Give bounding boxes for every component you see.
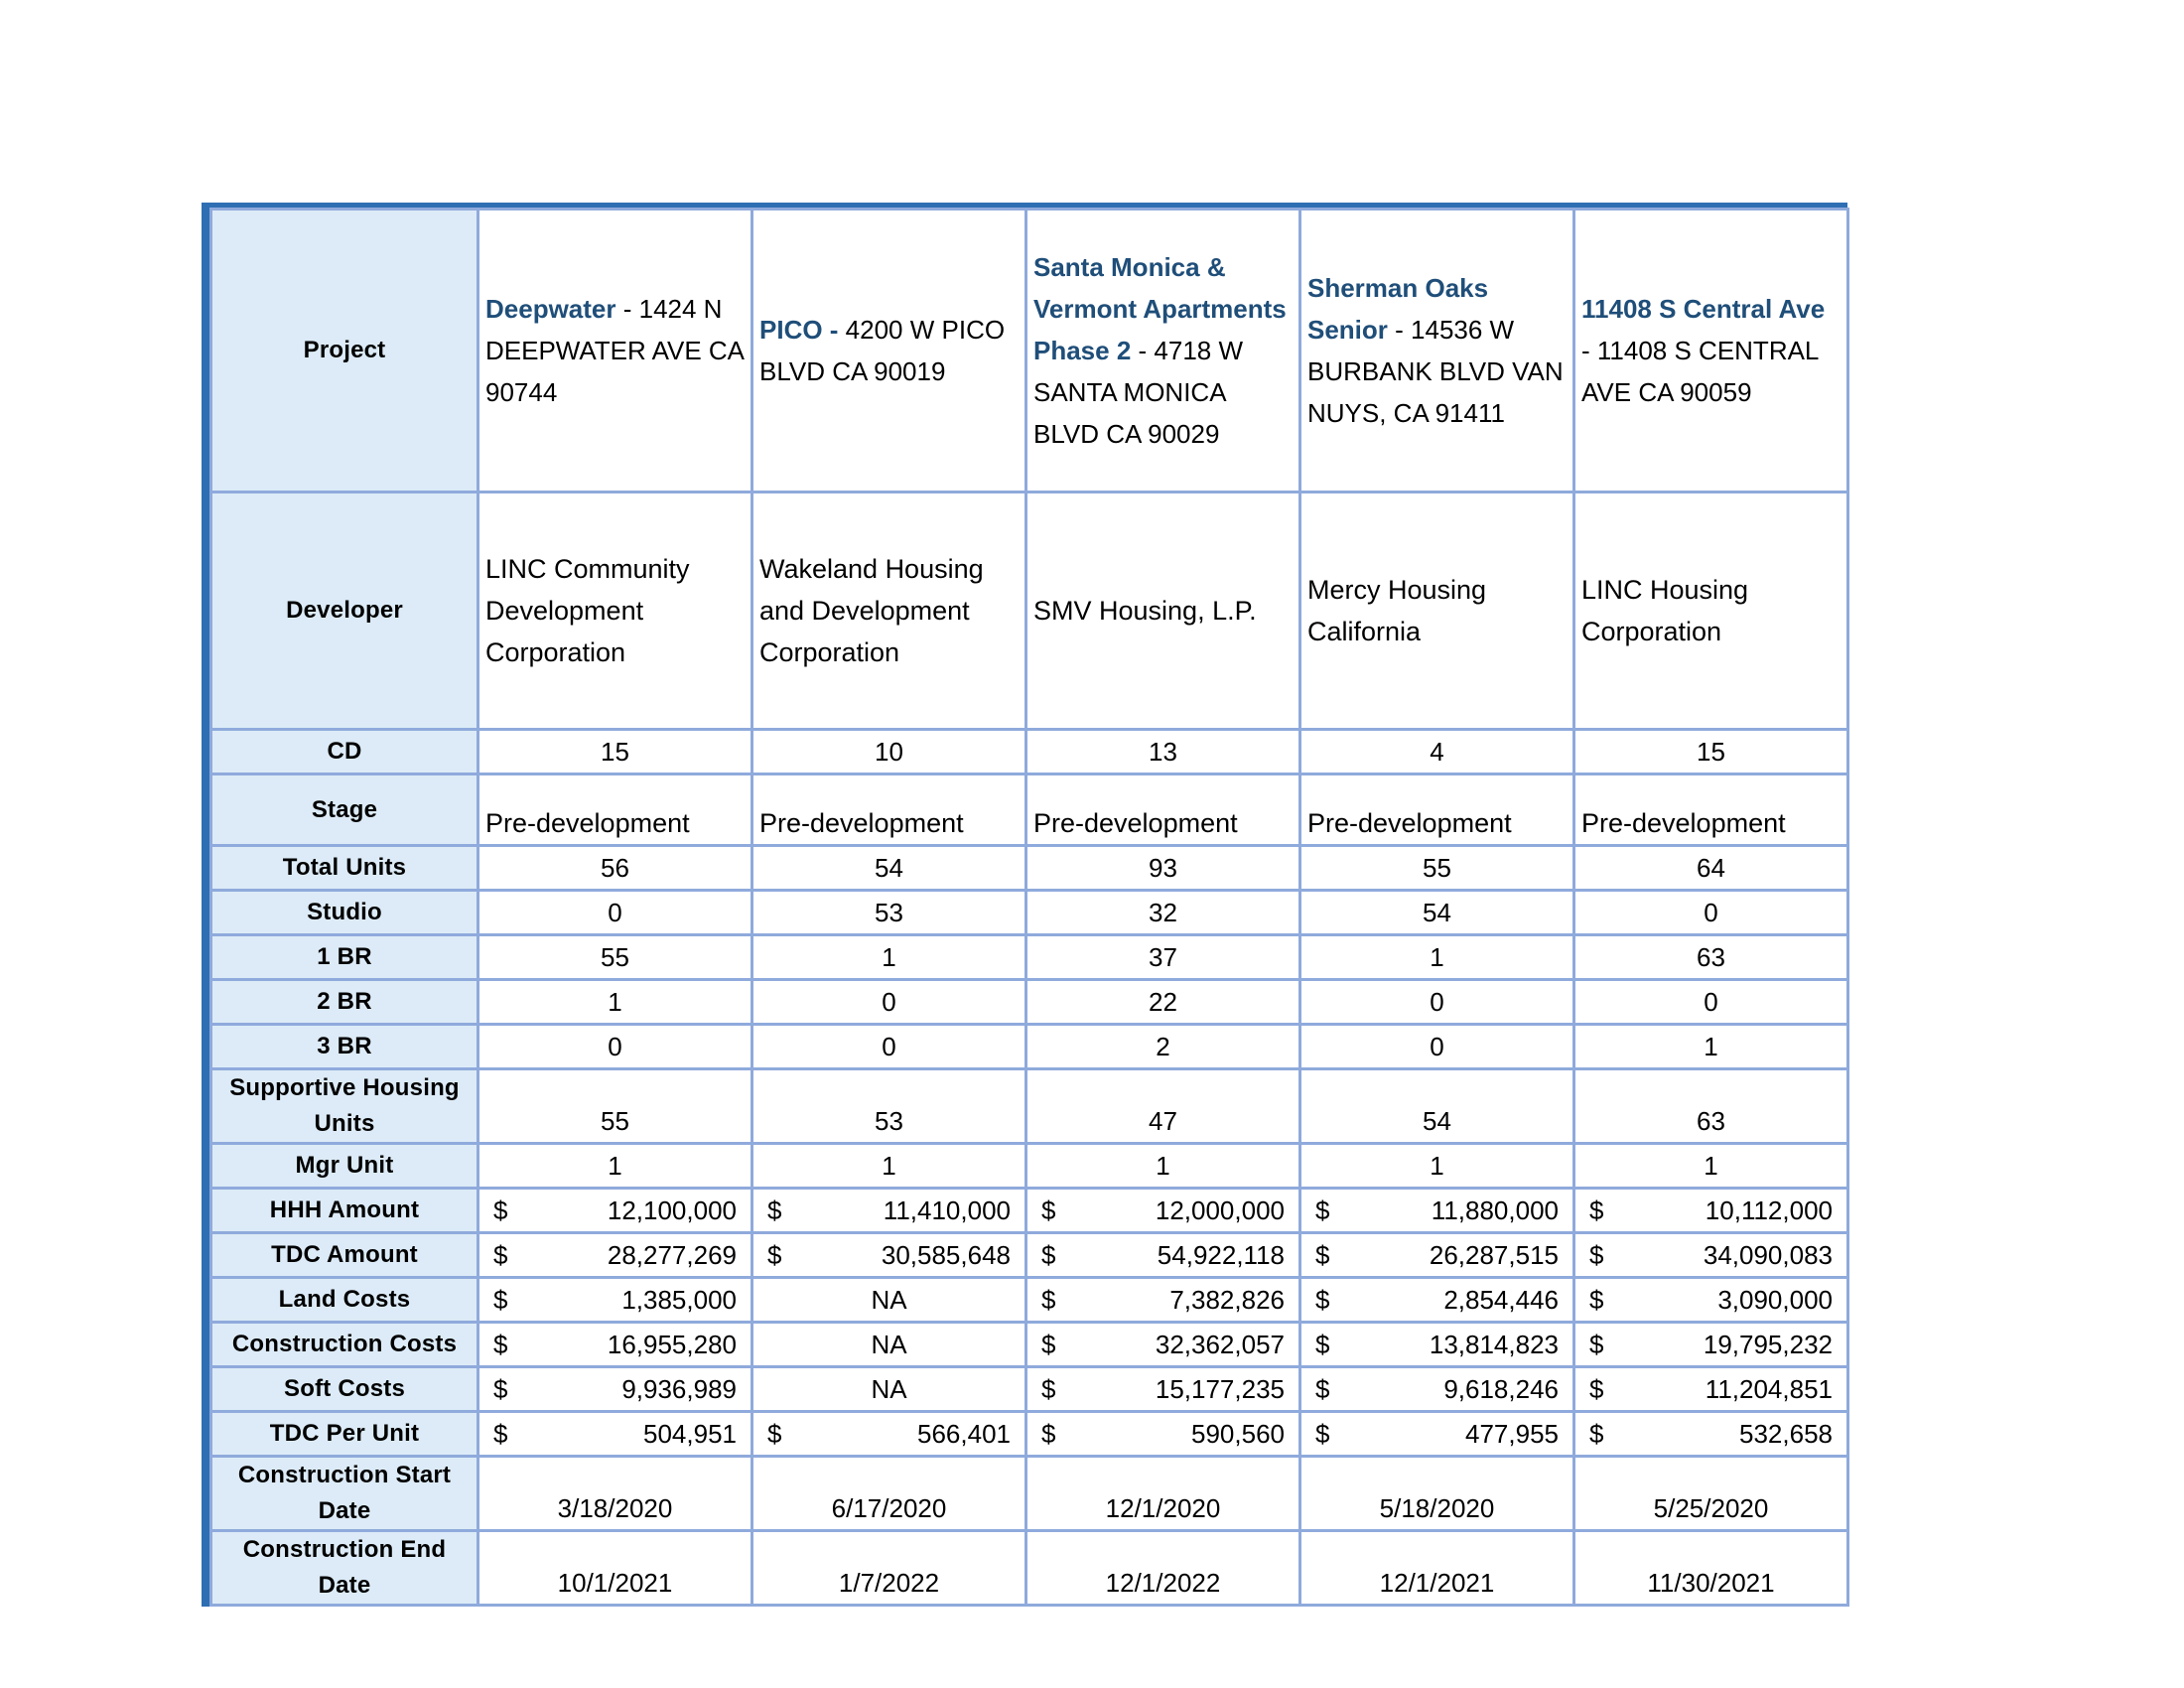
soft-cell	[1300, 1367, 1574, 1412]
row-label-project: Project	[211, 210, 478, 492]
table-row-land	[211, 1278, 1848, 1323]
amount-value: 30,585,648	[881, 1240, 1011, 1270]
table-row-end-date	[211, 1531, 1848, 1606]
mgr-cell: 1	[478, 1144, 752, 1189]
currency-symbol: $	[1589, 1285, 1604, 1315]
amount-value: 13,814,823	[1429, 1330, 1559, 1359]
land-cell	[1300, 1278, 1574, 1323]
land-cell	[1574, 1278, 1848, 1323]
construction-cell	[478, 1323, 752, 1367]
project-cell	[1300, 210, 1574, 492]
total-units-cell: 64	[1574, 846, 1848, 891]
br2-cell: 0	[1574, 980, 1848, 1025]
project-cell	[1026, 210, 1300, 492]
cd-cell: 4	[1300, 730, 1574, 774]
table-row-construction	[211, 1323, 1848, 1367]
currency-symbol: $	[1315, 1419, 1330, 1449]
row-label-soft: Soft Costs	[211, 1367, 478, 1412]
amount-value: 54,922,118	[1157, 1240, 1285, 1270]
table-row-start-date	[211, 1457, 1848, 1531]
mgr-cell: 1	[752, 1144, 1026, 1189]
end-date-cell: 12/1/2021	[1300, 1531, 1574, 1606]
table-row-supportive	[211, 1069, 1848, 1144]
table-row-stage	[211, 774, 1848, 846]
developer-cell: LINC Community Development Corporation	[478, 492, 752, 730]
row-label-br1: 1 BR	[211, 935, 478, 980]
amount-value: 12,000,000	[1155, 1196, 1285, 1225]
br1-cell: 63	[1574, 935, 1848, 980]
total-units-cell: 54	[752, 846, 1026, 891]
br3-cell: 0	[478, 1025, 752, 1069]
br2-cell: 0	[1300, 980, 1574, 1025]
start-date-cell: 6/17/2020	[752, 1457, 1026, 1531]
tdc-per-unit-cell	[1574, 1412, 1848, 1457]
amount-value: 19,795,232	[1703, 1330, 1833, 1359]
currency-symbol: $	[493, 1330, 508, 1359]
end-date-cell: 12/1/2022	[1026, 1531, 1300, 1606]
row-label-developer: Developer	[211, 492, 478, 730]
project-cell	[1574, 210, 1848, 492]
supportive-cell: 54	[1300, 1069, 1574, 1144]
currency-symbol: $	[767, 1196, 782, 1225]
row-label-tdc-per-unit: TDC Per Unit	[211, 1412, 478, 1457]
start-date-cell: 12/1/2020	[1026, 1457, 1300, 1531]
amount-value: 32,362,057	[1155, 1330, 1285, 1359]
br1-cell: 55	[478, 935, 752, 980]
end-date-cell: 10/1/2021	[478, 1531, 752, 1606]
end-date-cell: 1/7/2022	[752, 1531, 1026, 1606]
studio-cell: 54	[1300, 891, 1574, 935]
amount-value: 3,090,000	[1717, 1285, 1833, 1315]
amount-value: 11,204,851	[1705, 1374, 1833, 1404]
amount-value: 9,936,989	[621, 1374, 737, 1404]
table-row-tdc-per-unit	[211, 1412, 1848, 1457]
br1-cell: 1	[752, 935, 1026, 980]
stage-cell: Pre-development	[478, 774, 752, 846]
project-name: Santa Monica & Vermont Apartments Phase 2	[1033, 252, 1287, 365]
hhh-cell	[752, 1189, 1026, 1233]
stage-cell: Pre-development	[1300, 774, 1574, 846]
table-row-total-units	[211, 846, 1848, 891]
mgr-cell: 1	[1026, 1144, 1300, 1189]
currency-symbol: $	[493, 1196, 508, 1225]
row-label-br3: 3 BR	[211, 1025, 478, 1069]
tdc-cell	[478, 1233, 752, 1278]
hhh-cell	[1574, 1189, 1848, 1233]
table-row-cd	[211, 730, 1848, 774]
project-name: PICO -	[759, 315, 839, 345]
amount-value: 504,951	[643, 1419, 737, 1449]
table-row-hhh	[211, 1189, 1848, 1233]
soft-cell	[1026, 1367, 1300, 1412]
studio-cell: 53	[752, 891, 1026, 935]
currency-symbol: $	[1315, 1374, 1330, 1404]
supportive-cell: 55	[478, 1069, 752, 1144]
start-date-cell: 5/18/2020	[1300, 1457, 1574, 1531]
amount-value: 28,277,269	[607, 1240, 737, 1270]
br1-cell: 1	[1300, 935, 1574, 980]
row-label-start-date: Construction Start Date	[211, 1457, 478, 1531]
cd-cell: 13	[1026, 730, 1300, 774]
mgr-cell: 1	[1574, 1144, 1848, 1189]
table-row-br2	[211, 980, 1848, 1025]
row-label-mgr: Mgr Unit	[211, 1144, 478, 1189]
amount-value: 11,880,000	[1431, 1196, 1559, 1225]
cd-cell: 10	[752, 730, 1026, 774]
row-label-tdc: TDC Amount	[211, 1233, 478, 1278]
currency-symbol: $	[1589, 1330, 1604, 1359]
start-date-cell: 5/25/2020	[1574, 1457, 1848, 1531]
amount-value: 10,112,000	[1705, 1196, 1833, 1225]
table-row-soft	[211, 1367, 1848, 1412]
row-label-supportive: Supportive Housing Units	[211, 1069, 478, 1144]
project-cell	[752, 210, 1026, 492]
table-row-studio	[211, 891, 1848, 935]
currency-symbol: $	[1041, 1285, 1056, 1315]
table-row-br1	[211, 935, 1848, 980]
table-row-developer	[211, 492, 1848, 730]
soft-cell	[478, 1367, 752, 1412]
currency-symbol: $	[493, 1240, 508, 1270]
currency-symbol: $	[493, 1419, 508, 1449]
amount-value: 34,090,083	[1703, 1240, 1833, 1270]
studio-cell: 0	[1574, 891, 1848, 935]
row-label-br2: 2 BR	[211, 980, 478, 1025]
amount-value: 2,854,446	[1443, 1285, 1559, 1315]
developer-cell: LINC Housing Corporation	[1574, 492, 1848, 730]
developer-cell: Mercy Housing California	[1300, 492, 1574, 730]
tdc-per-unit-cell	[478, 1412, 752, 1457]
currency-symbol: $	[1589, 1374, 1604, 1404]
tdc-per-unit-cell	[1300, 1412, 1574, 1457]
br3-cell: 0	[752, 1025, 1026, 1069]
currency-symbol: $	[1315, 1285, 1330, 1315]
amount-value: 532,658	[1739, 1419, 1833, 1449]
currency-symbol: $	[1589, 1240, 1604, 1270]
currency-symbol: $	[493, 1374, 508, 1404]
project-address: - 1424 N DEEPWATER AVE CA 90744	[485, 294, 744, 407]
total-units-cell: 56	[478, 846, 752, 891]
cd-cell: 15	[1574, 730, 1848, 774]
hhh-cell	[1300, 1189, 1574, 1233]
tdc-cell	[1026, 1233, 1300, 1278]
currency-symbol: $	[767, 1419, 782, 1449]
project-address: 4200 W PICO BLVD CA 90019	[759, 315, 1006, 386]
br3-cell: 2	[1026, 1025, 1300, 1069]
start-date-cell: 3/18/2020	[478, 1457, 752, 1531]
table-row-br3	[211, 1025, 1848, 1069]
br2-cell: 0	[752, 980, 1026, 1025]
stage-cell: Pre-development	[1026, 774, 1300, 846]
row-label-land: Land Costs	[211, 1278, 478, 1323]
tdc-per-unit-cell	[752, 1412, 1026, 1457]
construction-cell: NA	[752, 1323, 1026, 1367]
row-label-construction: Construction Costs	[211, 1323, 478, 1367]
soft-cell: NA	[752, 1367, 1026, 1412]
amount-value: 11,410,000	[883, 1196, 1011, 1225]
stage-cell: Pre-development	[1574, 774, 1848, 846]
project-cell	[478, 210, 752, 492]
currency-symbol: $	[1041, 1374, 1056, 1404]
project-name: Deepwater	[485, 294, 616, 324]
construction-cell	[1300, 1323, 1574, 1367]
supportive-cell: 53	[752, 1069, 1026, 1144]
amount-value: 590,560	[1191, 1419, 1285, 1449]
br3-cell: 0	[1300, 1025, 1574, 1069]
hhh-cell	[1026, 1189, 1300, 1233]
projects-grid	[209, 208, 1849, 1607]
row-label-cd: CD	[211, 730, 478, 774]
amount-value: 1,385,000	[621, 1285, 737, 1315]
br2-cell: 1	[478, 980, 752, 1025]
currency-symbol: $	[1589, 1419, 1604, 1449]
currency-symbol: $	[1041, 1419, 1056, 1449]
row-label-studio: Studio	[211, 891, 478, 935]
amount-value: 12,100,000	[607, 1196, 737, 1225]
tdc-cell	[752, 1233, 1026, 1278]
amount-value: 15,177,235	[1155, 1374, 1285, 1404]
developer-cell: SMV Housing, L.P.	[1026, 492, 1300, 730]
br1-cell: 37	[1026, 935, 1300, 980]
project-name: Sherman Oaks Senior	[1307, 273, 1489, 345]
developer-cell: Wakeland Housing and Development Corporation	[752, 492, 1026, 730]
currency-symbol: $	[493, 1285, 508, 1315]
land-cell	[478, 1278, 752, 1323]
project-address: - 4718 W SANTA MONICA BLVD CA 90029	[1033, 336, 1244, 449]
stage-cell: Pre-development	[752, 774, 1026, 846]
hhh-cell	[478, 1189, 752, 1233]
amount-value: 26,287,515	[1429, 1240, 1559, 1270]
currency-symbol: $	[1315, 1240, 1330, 1270]
amount-value: 7,382,826	[1169, 1285, 1285, 1315]
mgr-cell: 1	[1300, 1144, 1574, 1189]
currency-symbol: $	[1315, 1330, 1330, 1359]
housing-projects-table	[202, 203, 1847, 1607]
row-label-stage: Stage	[211, 774, 478, 846]
end-date-cell: 11/30/2021	[1574, 1531, 1848, 1606]
br3-cell: 1	[1574, 1025, 1848, 1069]
tdc-cell	[1574, 1233, 1848, 1278]
currency-symbol: $	[1041, 1196, 1056, 1225]
row-label-total-units: Total Units	[211, 846, 478, 891]
total-units-cell: 93	[1026, 846, 1300, 891]
land-cell: NA	[752, 1278, 1026, 1323]
project-name: 11408 S Central Ave	[1581, 294, 1826, 324]
soft-cell	[1574, 1367, 1848, 1412]
amount-value: 9,618,246	[1443, 1374, 1559, 1404]
table-row-tdc	[211, 1233, 1848, 1278]
tdc-cell	[1300, 1233, 1574, 1278]
project-address: - 14536 W BURBANK BLVD VAN NUYS, CA 91411	[1307, 315, 1564, 428]
row-label-end-date: Construction End Date	[211, 1531, 478, 1606]
currency-symbol: $	[1315, 1196, 1330, 1225]
amount-value: 566,401	[917, 1419, 1011, 1449]
cd-cell: 15	[478, 730, 752, 774]
amount-value: 477,955	[1465, 1419, 1559, 1449]
row-label-hhh: HHH Amount	[211, 1189, 478, 1233]
amount-value: 16,955,280	[607, 1330, 737, 1359]
construction-cell	[1574, 1323, 1848, 1367]
supportive-cell: 47	[1026, 1069, 1300, 1144]
currency-symbol: $	[1589, 1196, 1604, 1225]
studio-cell: 0	[478, 891, 752, 935]
project-address: - 11408 S CENTRAL AVE CA 90059	[1581, 336, 1819, 407]
studio-cell: 32	[1026, 891, 1300, 935]
total-units-cell: 55	[1300, 846, 1574, 891]
currency-symbol: $	[767, 1240, 782, 1270]
construction-cell	[1026, 1323, 1300, 1367]
currency-symbol: $	[1041, 1240, 1056, 1270]
land-cell	[1026, 1278, 1300, 1323]
br2-cell: 22	[1026, 980, 1300, 1025]
tdc-per-unit-cell	[1026, 1412, 1300, 1457]
supportive-cell: 63	[1574, 1069, 1848, 1144]
currency-symbol: $	[1041, 1330, 1056, 1359]
table-row-project	[211, 210, 1848, 492]
table-row-mgr	[211, 1144, 1848, 1189]
